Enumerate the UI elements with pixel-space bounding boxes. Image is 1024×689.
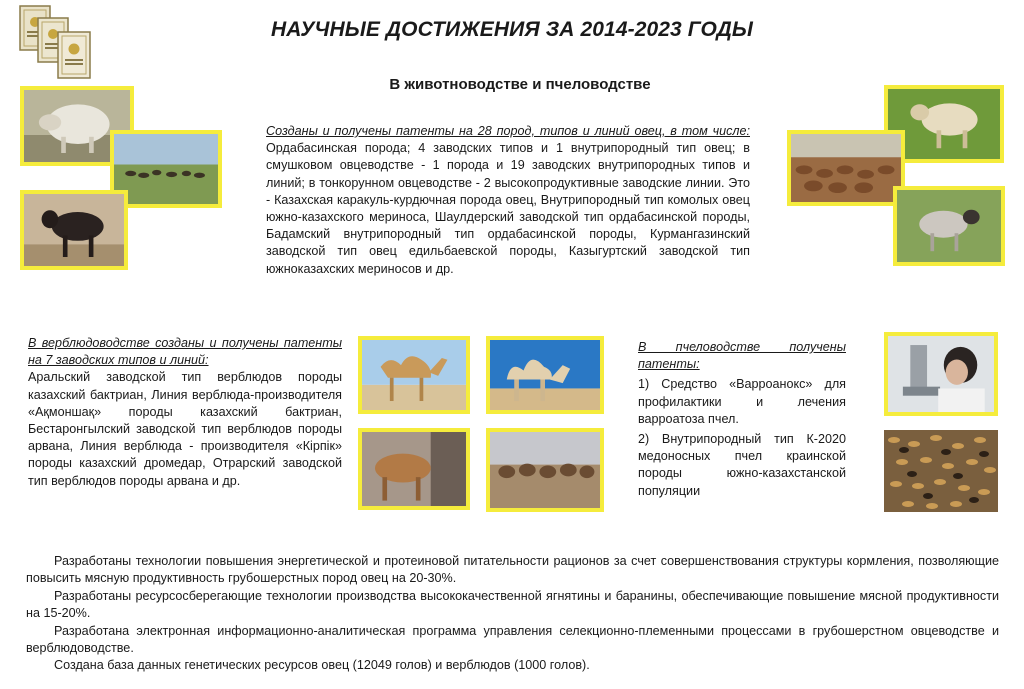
bottom-text (26, 553, 999, 675)
camel-photo-bactrian (486, 336, 604, 414)
sheep-lead: Созданы и получены патенты на 28 пород, типов и линий овец, в том числе: (266, 124, 750, 138)
sheep-photo-black (20, 190, 128, 270)
bee-paragraph (638, 339, 846, 503)
bee-photo-bees (884, 430, 998, 512)
camel-paragraph (28, 335, 342, 490)
camel-photo-herd (486, 428, 604, 512)
camel-photo-dromedary (358, 336, 470, 414)
sheep-photo-brown-flock (787, 130, 905, 206)
bee-lead: В пчеловодстве получены патенты: (638, 340, 846, 372)
camel-photo-corral (358, 428, 470, 510)
certificates-icon (18, 4, 96, 82)
page-title: НАУЧНЫЕ ДОСТИЖЕНИЯ ЗА 2014-2023 ГОДЫ (271, 18, 753, 41)
camel-lead: В верблюдоводстве созданы и получены патенты на 7 заводских типов и линий: (28, 336, 342, 368)
bee-photo-lab (884, 332, 998, 416)
bottom-paragraph: Разработаны технологии повышения энергетической и протеиновой питательности рационов за счет совершенствования структуры кормления, позволяющие повысить мясную продуктивность грубошерстных пород овец на 20-30%. (26, 554, 999, 586)
bottom-paragraph: Создана база данных генетических ресурсов овец (12049 голов) и верблюдов (1000 голов). (54, 658, 590, 673)
bottom-paragraph: Разработана электронная информационно-аналитическая программа управления селекционно-племенными процессами в грубошерстном овцеводстве и верблюдоводстве. (26, 623, 999, 656)
bottom-paragraph: Разработаны ресурсосберегающие технологии производства высококачественной ягнятины и баранины, обеспечивающие повышение мясной продуктивности на 15-20%. (26, 588, 999, 621)
page-subtitle: В животноводстве и пчеловодстве (389, 76, 651, 93)
sheep-body: Ордабасинская порода; 4 заводских типов и 1 внутрипородный тип овец; в смушковом овцеводстве - 1 порода и 19 заводских внутрипородных типов и линий; в тонкорунном овцеводстве - 2 высокопродуктивные заводские линии. Это - Казахская каракуль-курдючная порода овец, Внутрипородный тип комолых овец южно-казахского мериноса, Шаулдерский заводской тип ордабасинской породы, Бадамский внутрипородный тип ордабасинской породы, Курмангазинский заводской тип овец едильбаевской породы, Казыгуртский заводской тип южноказахских мериносов и др. (266, 141, 750, 276)
bee-item: 1) Средство «Варроанокс» для профилактики и лечения варроатоза пчел. (638, 377, 846, 426)
camel-body: Аральский заводской тип верблюдов породы казахский бактриан, Линия верблюда-производителя «Ақмоншақ» породы казахский бактриан, Бестаронгылский заводской тип верблюдов породы арвана, Линия верблюда - производителя «Кірпік» породы казахский дромедар, Отрарский заводской тип верблюдов породы арвана и др. (28, 370, 342, 488)
sheep-photo-grey (893, 186, 1005, 266)
bee-item: 2) Внутрипородный тип К-2020 медоносных пчел краинской породы южно-казахстанской популяции (638, 432, 846, 498)
sheep-paragraph (266, 123, 750, 278)
